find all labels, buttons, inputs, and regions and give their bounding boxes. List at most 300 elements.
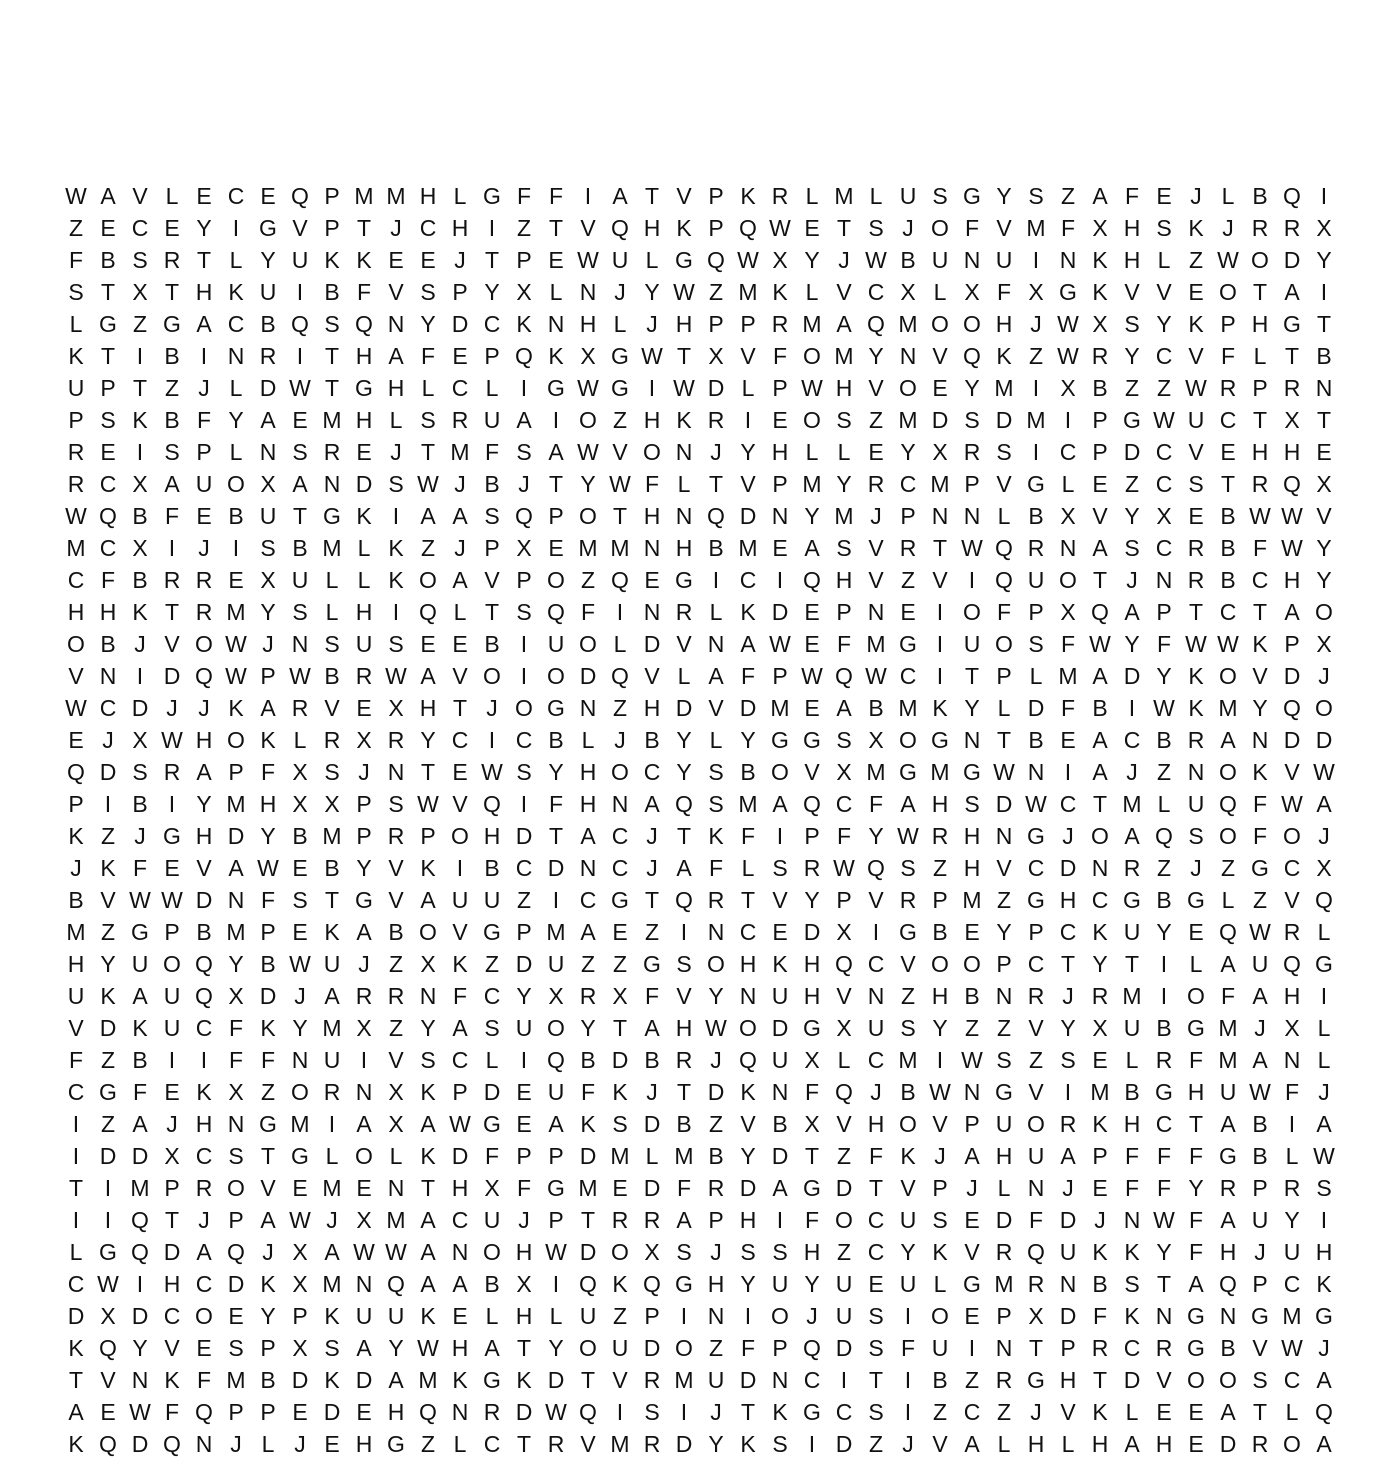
grid-cell[interactable]: Y [260, 247, 276, 273]
grid-cell[interactable]: W [1089, 631, 1111, 657]
grid-cell[interactable]: C [899, 663, 917, 689]
grid-cell[interactable]: J [1094, 1207, 1106, 1233]
grid-cell[interactable]: A [324, 1239, 340, 1265]
grid-cell[interactable]: P [964, 1111, 980, 1137]
grid-cell[interactable]: T [292, 503, 308, 529]
grid-cell[interactable]: G [1187, 1303, 1205, 1329]
grid-cell[interactable]: T [1092, 791, 1108, 817]
grid-cell[interactable]: Y [196, 791, 212, 817]
grid-cell[interactable]: X [228, 1079, 244, 1105]
grid-cell[interactable]: B [1252, 1111, 1268, 1137]
grid-cell[interactable]: L [837, 439, 851, 465]
grid-cell[interactable]: R [707, 1175, 725, 1201]
grid-cell[interactable]: G [355, 887, 373, 913]
grid-cell[interactable]: L [1317, 1015, 1331, 1041]
grid-cell[interactable]: K [740, 1079, 756, 1105]
grid-cell[interactable]: W [865, 663, 887, 689]
grid-cell[interactable]: B [676, 1111, 692, 1137]
grid-cell[interactable]: Q [195, 983, 213, 1009]
grid-cell[interactable]: E [1188, 503, 1204, 529]
grid-cell[interactable]: W [289, 951, 311, 977]
grid-cell[interactable]: M [898, 407, 918, 433]
grid-cell[interactable]: D [1027, 695, 1045, 721]
grid-cell[interactable]: U [1027, 1143, 1045, 1169]
grid-cell[interactable]: I [104, 1207, 112, 1233]
grid-cell[interactable]: O [643, 439, 661, 465]
grid-cell[interactable]: V [868, 567, 884, 593]
grid-cell[interactable]: E [1316, 439, 1332, 465]
grid-cell[interactable]: S [1028, 631, 1044, 657]
grid-cell[interactable]: N [771, 503, 789, 529]
grid-cell[interactable]: G [387, 1431, 405, 1457]
grid-cell[interactable]: S [420, 407, 436, 433]
grid-cell[interactable]: D [1059, 1303, 1077, 1329]
grid-cell[interactable]: U [323, 1047, 341, 1073]
grid-cell[interactable]: G [803, 1399, 821, 1425]
grid-cell[interactable]: I [552, 407, 560, 433]
grid-cell[interactable]: P [772, 663, 788, 689]
grid-cell[interactable]: K [356, 503, 372, 529]
grid-cell[interactable]: J [390, 439, 402, 465]
grid-cell[interactable]: V [868, 887, 884, 913]
grid-cell[interactable]: T [324, 343, 340, 369]
grid-cell[interactable]: Y [1156, 919, 1172, 945]
grid-cell[interactable]: G [1187, 887, 1205, 913]
grid-cell[interactable]: R [1283, 919, 1301, 945]
grid-cell[interactable]: K [324, 247, 340, 273]
grid-cell[interactable]: H [419, 183, 437, 209]
grid-cell[interactable]: B [900, 247, 916, 273]
grid-cell[interactable]: X [1028, 1303, 1044, 1329]
grid-cell[interactable]: Z [580, 951, 596, 977]
grid-cell[interactable]: T [1252, 279, 1268, 305]
grid-cell[interactable]: G [483, 1367, 501, 1393]
grid-cell[interactable]: H [419, 695, 437, 721]
grid-cell[interactable]: B [708, 1143, 724, 1169]
grid-cell[interactable]: A [1284, 279, 1300, 305]
grid-cell[interactable]: J [710, 1239, 722, 1265]
grid-cell[interactable]: Z [1124, 375, 1140, 401]
grid-cell[interactable]: Q [1315, 1399, 1333, 1425]
grid-cell[interactable]: E [548, 535, 564, 561]
grid-cell[interactable]: R [259, 343, 277, 369]
grid-cell[interactable]: T [708, 471, 724, 497]
grid-cell[interactable]: G [899, 759, 917, 785]
grid-cell[interactable]: H [643, 503, 661, 529]
grid-cell[interactable]: D [1123, 439, 1141, 465]
grid-cell[interactable]: D [99, 1143, 117, 1169]
grid-cell[interactable]: H [195, 727, 213, 753]
grid-cell[interactable]: V [388, 279, 404, 305]
grid-cell[interactable]: A [260, 1207, 276, 1233]
grid-cell[interactable]: P [1252, 1271, 1268, 1297]
grid-cell[interactable]: E [452, 1303, 468, 1329]
grid-cell[interactable]: W [417, 1335, 439, 1361]
grid-cell[interactable]: E [452, 631, 468, 657]
grid-cell[interactable]: L [69, 311, 83, 337]
grid-cell[interactable]: W [961, 535, 983, 561]
grid-cell[interactable]: V [1156, 1367, 1172, 1393]
grid-cell[interactable]: D [259, 375, 277, 401]
grid-cell[interactable]: D [803, 919, 821, 945]
grid-cell[interactable]: A [1092, 535, 1108, 561]
grid-cell[interactable]: L [421, 375, 435, 401]
grid-cell[interactable]: C [451, 1207, 469, 1233]
grid-cell[interactable]: M [226, 919, 246, 945]
grid-cell[interactable]: N [387, 1175, 405, 1201]
grid-cell[interactable]: M [546, 919, 566, 945]
grid-cell[interactable]: S [68, 279, 84, 305]
grid-cell[interactable]: R [771, 183, 789, 209]
grid-cell[interactable]: R [899, 887, 917, 913]
grid-cell[interactable]: M [866, 759, 886, 785]
grid-cell[interactable]: N [707, 631, 725, 657]
grid-cell[interactable]: L [741, 855, 755, 881]
grid-cell[interactable]: S [324, 759, 340, 785]
grid-cell[interactable]: W [1313, 1143, 1335, 1169]
grid-cell[interactable]: C [1027, 951, 1045, 977]
grid-cell[interactable]: G [163, 311, 181, 337]
grid-cell[interactable]: H [643, 215, 661, 241]
grid-cell[interactable]: D [675, 1431, 693, 1457]
grid-cell[interactable]: W [993, 759, 1015, 785]
grid-cell[interactable]: V [836, 1111, 852, 1137]
grid-cell[interactable]: E [772, 919, 788, 945]
grid-cell[interactable]: Y [740, 1143, 756, 1169]
grid-cell[interactable]: I [72, 1207, 80, 1233]
grid-cell[interactable]: A [516, 407, 532, 433]
grid-cell[interactable]: S [932, 183, 948, 209]
grid-cell[interactable]: I [680, 1399, 688, 1425]
grid-cell[interactable]: J [710, 1399, 722, 1425]
grid-cell[interactable]: E [164, 855, 180, 881]
grid-cell[interactable]: D [611, 1047, 629, 1073]
grid-cell[interactable]: A [452, 503, 468, 529]
grid-cell[interactable]: E [260, 183, 276, 209]
grid-cell[interactable]: G [1219, 1143, 1237, 1169]
grid-cell[interactable]: Z [1156, 759, 1172, 785]
grid-cell[interactable]: B [1252, 183, 1268, 209]
grid-cell[interactable]: Z [612, 407, 628, 433]
grid-cell[interactable]: W [545, 1239, 567, 1265]
grid-cell[interactable]: A [740, 631, 756, 657]
grid-cell[interactable]: L [229, 375, 243, 401]
grid-cell[interactable]: C [835, 1399, 853, 1425]
grid-cell[interactable]: K [932, 1239, 948, 1265]
grid-cell[interactable]: N [1027, 1175, 1045, 1201]
grid-cell[interactable]: Z [1252, 887, 1268, 913]
grid-cell[interactable]: R [771, 311, 789, 337]
grid-cell[interactable]: I [1320, 183, 1328, 209]
grid-cell[interactable]: K [196, 1079, 212, 1105]
grid-cell[interactable]: N [291, 1047, 309, 1073]
grid-cell[interactable]: O [195, 631, 213, 657]
grid-cell[interactable]: L [389, 407, 403, 433]
grid-cell[interactable]: P [260, 919, 276, 945]
grid-cell[interactable]: A [772, 791, 788, 817]
grid-cell[interactable]: P [740, 311, 756, 337]
grid-cell[interactable]: W [1281, 1335, 1303, 1361]
grid-cell[interactable]: A [1316, 1431, 1332, 1457]
grid-cell[interactable]: K [740, 183, 756, 209]
grid-cell[interactable]: W [161, 727, 183, 753]
grid-cell[interactable]: T [516, 1335, 532, 1361]
grid-cell[interactable]: S [708, 759, 724, 785]
grid-cell[interactable]: P [420, 823, 436, 849]
grid-cell[interactable]: O [675, 1335, 693, 1361]
grid-cell[interactable]: K [100, 983, 116, 1009]
grid-cell[interactable]: O [483, 663, 501, 689]
grid-cell[interactable]: L [549, 279, 563, 305]
grid-cell[interactable]: B [228, 503, 244, 529]
grid-cell[interactable]: D [163, 1239, 181, 1265]
grid-cell[interactable]: L [997, 503, 1011, 529]
grid-cell[interactable]: T [836, 215, 852, 241]
grid-cell[interactable]: V [996, 471, 1012, 497]
grid-cell[interactable]: J [1318, 823, 1330, 849]
grid-cell[interactable]: L [453, 599, 467, 625]
grid-cell[interactable]: U [1251, 1207, 1269, 1233]
grid-cell[interactable]: Y [132, 1335, 148, 1361]
grid-cell[interactable]: B [932, 1367, 948, 1393]
grid-cell[interactable]: A [260, 407, 276, 433]
grid-cell[interactable]: J [102, 727, 114, 753]
grid-cell[interactable]: U [259, 503, 277, 529]
grid-cell[interactable]: M [130, 1175, 150, 1201]
grid-cell[interactable]: E [964, 919, 980, 945]
grid-cell[interactable]: T [68, 1175, 84, 1201]
grid-cell[interactable]: S [1124, 1271, 1140, 1297]
grid-cell[interactable]: A [548, 439, 564, 465]
grid-cell[interactable]: T [1092, 1367, 1108, 1393]
grid-cell[interactable]: P [1220, 311, 1236, 337]
grid-cell[interactable]: U [323, 951, 341, 977]
grid-cell[interactable]: N [451, 1239, 469, 1265]
grid-cell[interactable]: C [131, 215, 149, 241]
grid-cell[interactable]: G [1027, 887, 1045, 913]
grid-cell[interactable]: H [195, 1111, 213, 1137]
grid-cell[interactable]: A [228, 855, 244, 881]
grid-cell[interactable]: B [132, 503, 148, 529]
grid-cell[interactable]: O [195, 1303, 213, 1329]
grid-cell[interactable]: L [389, 1143, 403, 1169]
grid-cell[interactable]: I [104, 1175, 112, 1201]
grid-cell[interactable]: T [196, 247, 212, 273]
grid-cell[interactable]: D [1123, 663, 1141, 689]
grid-cell[interactable]: R [1059, 1111, 1077, 1137]
grid-cell[interactable]: C [867, 1207, 885, 1233]
grid-cell[interactable]: L [165, 183, 179, 209]
grid-cell[interactable]: F [996, 599, 1012, 625]
grid-cell[interactable]: N [867, 983, 885, 1009]
grid-cell[interactable]: Q [835, 1079, 853, 1105]
grid-cell[interactable]: G [1187, 1015, 1205, 1041]
grid-cell[interactable]: R [1283, 375, 1301, 401]
grid-cell[interactable]: P [516, 919, 532, 945]
grid-cell[interactable]: F [580, 599, 596, 625]
grid-cell[interactable]: M [834, 343, 854, 369]
grid-cell[interactable]: O [579, 1335, 597, 1361]
grid-cell[interactable]: I [488, 727, 496, 753]
grid-cell[interactable]: O [163, 951, 181, 977]
grid-cell[interactable]: X [964, 279, 980, 305]
grid-cell[interactable]: D [835, 1431, 853, 1457]
grid-cell[interactable]: F [516, 183, 532, 209]
grid-cell[interactable]: X [356, 1015, 372, 1041]
grid-cell[interactable]: I [392, 599, 400, 625]
grid-cell[interactable]: S [324, 311, 340, 337]
grid-cell[interactable]: E [804, 695, 820, 721]
grid-cell[interactable]: E [964, 1207, 980, 1233]
grid-cell[interactable]: T [1316, 407, 1332, 433]
grid-cell[interactable]: E [228, 1303, 244, 1329]
grid-cell[interactable]: V [612, 1367, 628, 1393]
grid-cell[interactable]: I [552, 887, 560, 913]
grid-cell[interactable]: L [933, 1271, 947, 1297]
grid-cell[interactable]: A [1220, 1111, 1236, 1137]
grid-cell[interactable]: K [452, 951, 468, 977]
grid-cell[interactable]: Y [900, 1239, 916, 1265]
grid-cell[interactable]: I [72, 1111, 80, 1137]
grid-cell[interactable]: B [484, 471, 500, 497]
grid-cell[interactable]: R [1187, 727, 1205, 753]
grid-cell[interactable]: L [325, 599, 339, 625]
grid-cell[interactable]: Z [388, 1015, 404, 1041]
grid-cell[interactable]: T [740, 887, 756, 913]
grid-cell[interactable]: E [196, 183, 212, 209]
grid-cell[interactable]: H [1283, 567, 1301, 593]
grid-cell[interactable]: V [676, 983, 692, 1009]
grid-cell[interactable]: U [1187, 791, 1205, 817]
grid-cell[interactable]: T [260, 1143, 276, 1169]
grid-cell[interactable]: M [322, 407, 342, 433]
grid-cell[interactable]: B [1220, 535, 1236, 561]
grid-cell[interactable]: C [739, 919, 757, 945]
grid-cell[interactable]: E [68, 727, 84, 753]
grid-cell[interactable]: F [740, 823, 756, 849]
grid-cell[interactable]: R [1027, 983, 1045, 1009]
grid-cell[interactable]: U [835, 1271, 853, 1297]
grid-cell[interactable]: C [99, 471, 117, 497]
grid-cell[interactable]: H [579, 791, 597, 817]
grid-cell[interactable]: F [996, 279, 1012, 305]
grid-cell[interactable]: M [802, 311, 822, 337]
grid-cell[interactable]: I [968, 567, 976, 593]
grid-cell[interactable]: O [707, 951, 725, 977]
grid-cell[interactable]: J [934, 1143, 946, 1169]
grid-cell[interactable]: F [580, 1079, 596, 1105]
grid-cell[interactable]: A [1316, 791, 1332, 817]
grid-cell[interactable]: A [1220, 727, 1236, 753]
grid-cell[interactable]: Z [1028, 343, 1044, 369]
grid-cell[interactable]: Z [164, 375, 180, 401]
grid-cell[interactable]: I [1288, 1111, 1296, 1137]
grid-cell[interactable]: Q [547, 599, 565, 625]
grid-cell[interactable]: M [290, 1111, 310, 1137]
grid-cell[interactable]: P [708, 183, 724, 209]
grid-cell[interactable]: U [899, 1207, 917, 1233]
grid-cell[interactable]: O [483, 1239, 501, 1265]
grid-cell[interactable]: F [1220, 343, 1236, 369]
grid-cell[interactable]: Z [996, 887, 1012, 913]
grid-cell[interactable]: N [355, 1079, 373, 1105]
grid-cell[interactable]: O [611, 1239, 629, 1265]
grid-cell[interactable]: Y [1188, 1175, 1204, 1201]
grid-cell[interactable]: U [163, 1015, 181, 1041]
grid-cell[interactable]: B [292, 823, 308, 849]
grid-cell[interactable]: B [164, 407, 180, 433]
grid-cell[interactable]: W [609, 471, 631, 497]
grid-cell[interactable]: W [1281, 535, 1303, 561]
grid-cell[interactable]: A [1124, 823, 1140, 849]
grid-cell[interactable]: X [1092, 215, 1108, 241]
grid-cell[interactable]: S [1156, 215, 1172, 241]
grid-cell[interactable]: O [963, 311, 981, 337]
grid-cell[interactable]: L [485, 1047, 499, 1073]
grid-cell[interactable]: Z [580, 567, 596, 593]
grid-cell[interactable]: K [260, 727, 276, 753]
grid-cell[interactable]: K [996, 343, 1012, 369]
grid-cell[interactable]: N [995, 983, 1013, 1009]
grid-cell[interactable]: W [801, 663, 823, 689]
grid-cell[interactable]: T [164, 279, 180, 305]
grid-cell[interactable]: Y [900, 439, 916, 465]
grid-cell[interactable]: Q [867, 311, 885, 337]
grid-cell[interactable]: O [931, 951, 949, 977]
grid-cell[interactable]: A [1092, 663, 1108, 689]
grid-cell[interactable]: E [1092, 471, 1108, 497]
grid-cell[interactable]: I [520, 1047, 528, 1073]
grid-cell[interactable]: H [1315, 1239, 1333, 1265]
grid-cell[interactable]: M [898, 695, 918, 721]
grid-cell[interactable]: F [1188, 1239, 1204, 1265]
grid-cell[interactable]: U [1059, 1239, 1077, 1265]
grid-cell[interactable]: A [1092, 759, 1108, 785]
grid-cell[interactable]: M [1122, 983, 1142, 1009]
grid-cell[interactable]: Z [516, 215, 532, 241]
grid-cell[interactable]: R [611, 1207, 629, 1233]
grid-cell[interactable]: Y [388, 1335, 404, 1361]
grid-cell[interactable]: E [1188, 919, 1204, 945]
grid-cell[interactable]: H [1283, 439, 1301, 465]
grid-cell[interactable]: H [355, 599, 373, 625]
grid-cell[interactable]: P [1028, 919, 1044, 945]
grid-cell[interactable]: A [1252, 1047, 1268, 1073]
grid-cell[interactable]: P [452, 279, 468, 305]
grid-cell[interactable]: H [483, 823, 501, 849]
grid-cell[interactable]: X [516, 1271, 532, 1297]
grid-cell[interactable]: R [995, 1367, 1013, 1393]
grid-cell[interactable]: Q [163, 1431, 181, 1457]
grid-cell[interactable]: E [324, 1431, 340, 1457]
grid-cell[interactable]: W [769, 215, 791, 241]
grid-cell[interactable]: W [65, 695, 87, 721]
grid-cell[interactable]: X [356, 1207, 372, 1233]
grid-cell[interactable]: V [1284, 759, 1300, 785]
grid-cell[interactable]: W [1025, 791, 1047, 817]
grid-cell[interactable]: J [198, 695, 210, 721]
grid-cell[interactable]: J [1030, 1399, 1042, 1425]
grid-cell[interactable]: B [1220, 1335, 1236, 1361]
grid-cell[interactable]: H [995, 311, 1013, 337]
grid-cell[interactable]: Z [100, 919, 116, 945]
grid-cell[interactable]: D [451, 1143, 469, 1169]
grid-cell[interactable]: K [1124, 1239, 1140, 1265]
grid-cell[interactable]: K [260, 1271, 276, 1297]
grid-cell[interactable]: S [676, 951, 692, 977]
grid-cell[interactable]: F [740, 1335, 756, 1361]
grid-cell[interactable]: S [900, 1015, 916, 1041]
